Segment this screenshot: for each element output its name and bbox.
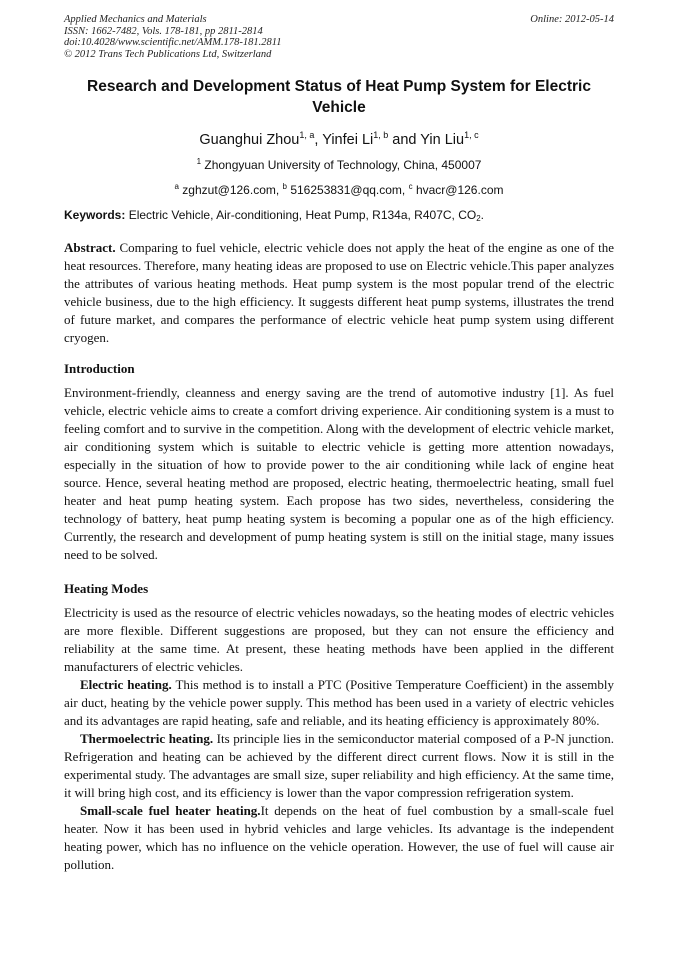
journal-header	[64, 14, 614, 60]
heating-mode-text: This method is to install a PTC (Positive Temperature Coefficient) in the assembly air duct, heating by the vehicle power supply. This method has been used in a variety of electric vehicles and its advantages are rapid heating, safe and reliable, and its heating efficiency is approximately 80%.	[64, 677, 614, 728]
copyright-line: © 2012 Trans Tech Publications Ltd, Switzerland	[64, 48, 272, 60]
author-separator: ,	[314, 132, 323, 148]
author-name: Guanghui Zhou	[199, 132, 300, 148]
email-list	[64, 182, 614, 198]
heating-modes-intro: Electricity is used as the resource of electric vehicles nowadays, so the heating modes of electric vehicles are more flexible. Different suggestions are proposed, but they can not ensure the efficiency and reliability at the same time. At present, these heating methods have been applied in the different manufacturers of electric vehicles.	[64, 605, 614, 674]
keywords-text: Electric Vehicle, Air-conditioning, Heat Pump, R134a, R407C, CO	[128, 208, 477, 222]
author-name: Yin Liu	[420, 132, 465, 148]
keywords-subscript: 2	[476, 214, 481, 223]
affiliation-superscript: 1	[196, 157, 202, 166]
doi-line: doi:10.4028/www.scientific.net/AMM.178-181.2811	[64, 37, 282, 48]
introduction-paragraph: Environment-friendly, cleanness and energy saving are the trend of automotive industry [1]. As fuel vehicle, electric vehicle aims to create a comfort driving experience. Air conditioning system is a must to feeling comfort and to survive in the competition. Along with the development of electric vehicle market, air conditioning system which is suitable to electric vehicle is getting more attention nowadays, especially in the situation of how to provide power to the air conditioning while lack of engine heat source. Hence, several heating method are proposed, electric heating, thermoelectric heating, small fuel heater and heat pump heating system. Each propose has two sides, nevertheless, considering the technology of battery, heat pump heating system is becoming a popular one as of the high efficiency. Currently, the research and development of pump heating system is still on the initial stage, many issues need to be solved.	[64, 385, 614, 562]
email-link[interactable]: zghzut@126.com,	[182, 183, 283, 197]
author-superscript: 1, c	[464, 130, 479, 140]
email-superscript: c	[408, 182, 413, 191]
affiliation-text: Zhongyuan University of Technology, China, 450007	[204, 158, 482, 172]
heating-mode-item	[64, 802, 614, 874]
heating-mode-text: Its principle lies in the semiconductor material composed of a P-N junction. Refrigeration and heating can be achieved by the different direct current flows. Now it is still in the experimental study. The advantages are small size, super reliability and high efficiency. At the same time, it will bring high cost, and its efficiency is lower than the vapor compression refrigeration system.	[64, 731, 615, 800]
section-heading-heating-modes: Heating Modes	[64, 581, 149, 596]
heating-mode-text: It depends on the heat of fuel combustion by a small-scale fuel heater. Now it has been used in hybrid vehicles and large vehicles. Its advantage is the independent heating power, which has no influence on the vehicle operation. However, the use of fuel will cause air pollution.	[64, 803, 614, 872]
abstract-text: Comparing to fuel vehicle, electric vehicle does not apply the heat of the engine as one of the heat resources. Therefore, many heating ideas are proposed to use on Electric vehicle.This paper analyzes the attributes of various heating methods. Heat pump system is the most popular trend of the electric vehicle business, due to the high efficiency. It suggests different heat pump systems, illustrates the trend of future market, and compares the performance of electric vehicle heat pump system using different cryogen.	[64, 240, 614, 345]
journal-name: Applied Mechanics and Materials	[64, 14, 207, 25]
section-heading-introduction: Introduction	[64, 361, 135, 376]
keywords-label: Keywords:	[64, 208, 126, 222]
online-date: Online: 2012-05-14	[530, 14, 614, 25]
email-link[interactable]: hvacr@126.com	[415, 183, 504, 197]
keywords-end: .	[480, 208, 485, 222]
keywords	[64, 207, 614, 223]
abstract-label: Abstract.	[64, 240, 116, 255]
email-link[interactable]: 516253831@qq.com,	[290, 183, 409, 197]
author-separator: and	[388, 132, 421, 148]
author-superscript: 1, a	[299, 130, 315, 140]
paper-page	[64, 14, 614, 874]
email-superscript: b	[282, 182, 287, 191]
author-superscript: 1, b	[373, 130, 389, 140]
heating-mode-term: Small-scale fuel heater heating.	[80, 803, 261, 818]
issn-line: ISSN: 1662-7482, Vols. 178-181, pp 2811-2814	[64, 25, 263, 37]
author-name: Yinfei Li	[322, 132, 374, 148]
paper-title: Research and Development Status of Heat Pump System for Electric Vehicle	[87, 78, 591, 116]
author-list	[64, 130, 614, 150]
email-superscript: a	[174, 182, 179, 191]
heating-mode-item	[64, 676, 614, 730]
heating-mode-item	[64, 730, 614, 802]
abstract	[64, 239, 614, 347]
heating-mode-term: Thermoelectric heating.	[80, 731, 214, 746]
affiliation	[64, 157, 614, 173]
heating-mode-term: Electric heating.	[80, 677, 172, 692]
